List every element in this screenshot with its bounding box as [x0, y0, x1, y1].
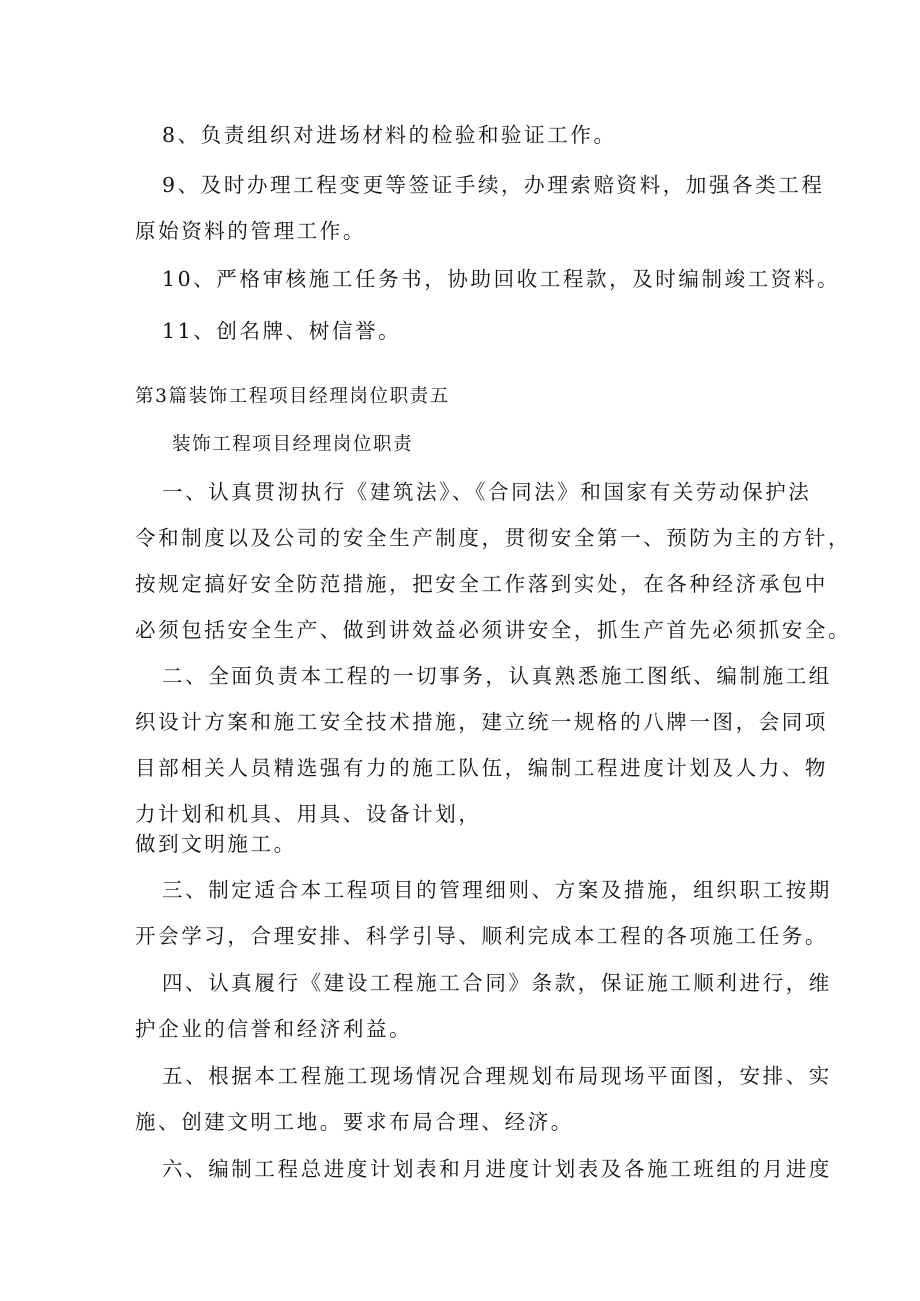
paragraph-line: 8、负责组织对进场材料的检验和验证工作。	[162, 123, 617, 147]
paragraph-line: 10、严格审核施工任务书，协助回收工程款，及时编制竣工资料。	[162, 267, 841, 291]
paragraph-line: 做到文明施工。	[135, 832, 297, 856]
section-subheading: 装饰工程项目经理岗位职责	[172, 434, 414, 455]
paragraph-line: 按规定搞好安全防范措施，把安全工作落到实处，在各种经济承包中	[135, 572, 828, 596]
paragraph-line: 施、创建文明工地。要求布局合理、经济。	[135, 1110, 574, 1134]
paragraph-line: 11、创名牌、树信誉。	[162, 319, 402, 343]
paragraph-line: 原始资料的管理工作。	[135, 219, 366, 243]
paragraph-line: 五、根据本工程施工现场情况合理规划布局现场平面图，安排、实	[162, 1064, 832, 1088]
paragraph-line: 目部相关人员精选强有力的施工队伍，编制工程进度计划及人力、物	[135, 756, 828, 780]
paragraph-line: 护企业的信誉和经济利益。	[135, 1017, 413, 1041]
paragraph-line: 织设计方案和施工安全技术措施，建立统一规格的八牌一图，会同项	[135, 710, 828, 734]
paragraph-line: 开会学习，合理安排、科学引导、顺利完成本工程的各项施工任务。	[135, 924, 828, 948]
section-heading: 第3篇装饰工程项目经理岗位职责五	[135, 386, 450, 407]
paragraph-line: 三、制定适合本工程项目的管理细则、方案及措施，组织职工按期	[162, 878, 832, 902]
paragraph-line: 令和制度以及公司的安全生产制度，贯彻安全第一、预防为主的方针，	[135, 526, 852, 550]
paragraph-line: 四、认真履行《建设工程施工合同》条款，保证施工顺利进行，维	[162, 971, 832, 995]
paragraph-line: 力计划和机具、用具、设备计划，	[135, 802, 482, 826]
paragraph-line: 一、认真贯沏执行《建筑法》、《合同法》和国家有关劳动保护法	[162, 480, 812, 504]
paragraph-line: 必须包括安全生产、做到讲效益必须讲安全，抓生产首先必须抓安全。	[135, 618, 852, 642]
paragraph-line: 六、编制工程总进度计划表和月进度计划表及各施工班组的月进度	[162, 1157, 832, 1181]
paragraph-line: 9、及时办理工程变更等签证手续，办理索赔资料，加强各类工程	[162, 173, 825, 197]
paragraph-line: 二、全面负责本工程的一切事务，认真熟悉施工图纸、编制施工组	[162, 664, 832, 688]
